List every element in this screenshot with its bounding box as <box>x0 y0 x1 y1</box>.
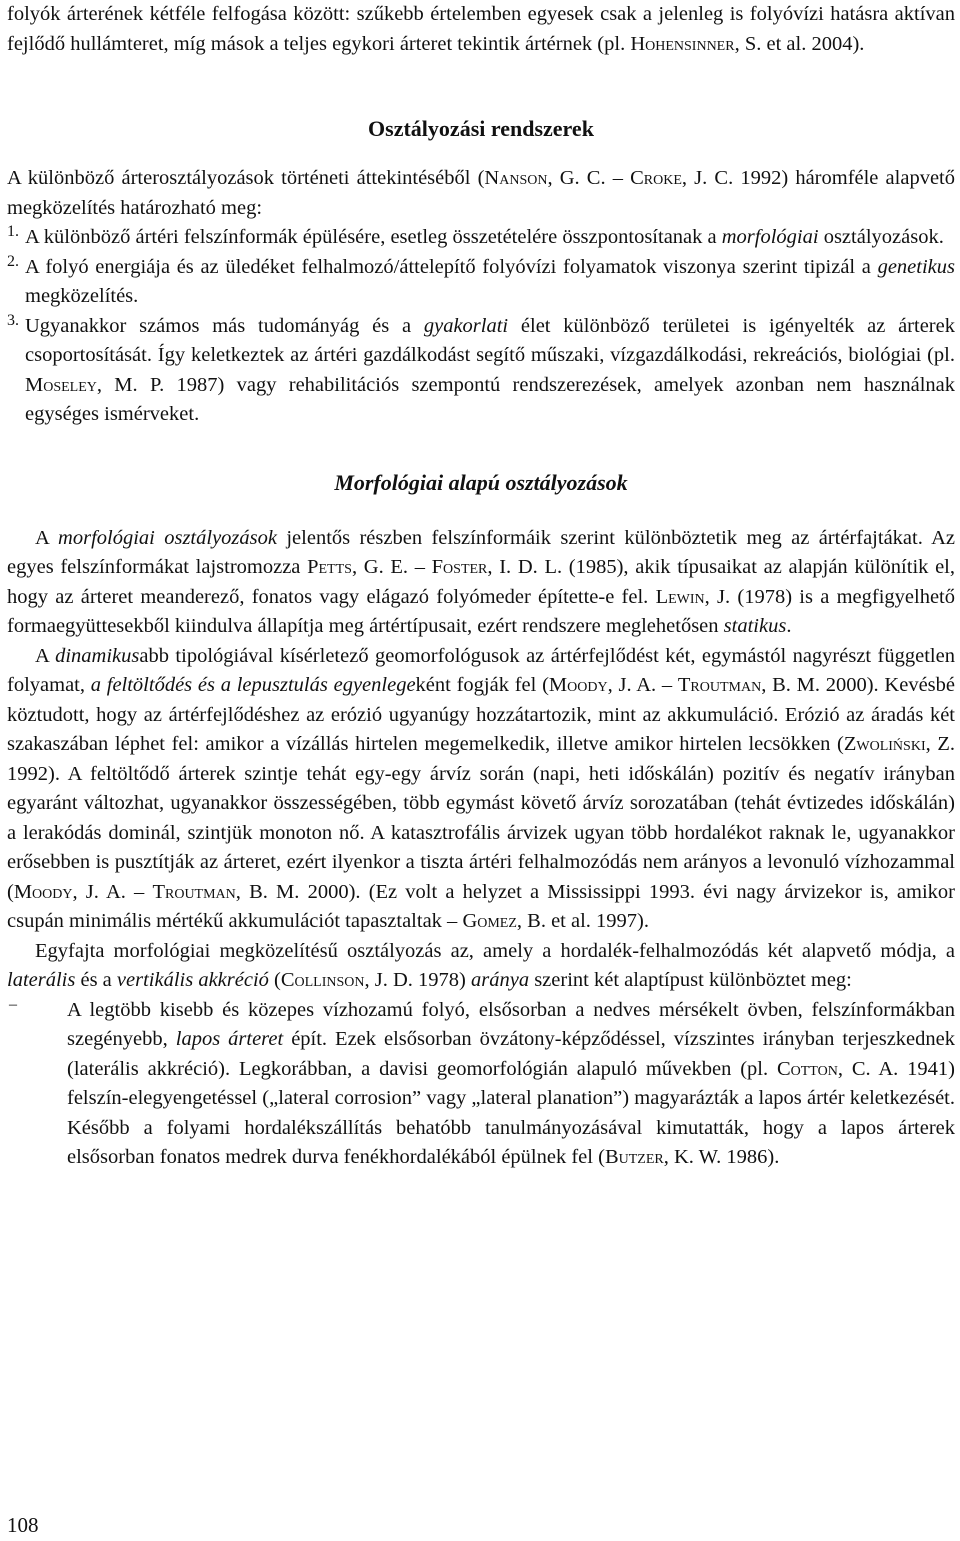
text-run: , B. M. 2000). Kevésbé köztudott, hogy az ártérfejlődéshez az erózió ugyanúgy hozzátartozik, mint az akkumuláció. Erózió az áradás két szakaszában léphet fel: amikor a vízállás hirtelen megemelkedik, illetve amikor hirtelen lecsökken ( <box>7 674 955 755</box>
text-run: , Z. 1992). A feltöltődő árterek szintje tehát egy-egy árvíz során (napi, heti időskálán) pozitív és negatív irányban egyaránt változhat, ugyanakkor összességében, több egymást követő árvíz sorozatában (tehát évtizedes időskálán) a lerakódás dominál, szintjük monoton nő. A katasztrofális árvizek ugyan több hordalékot raknak le, ugyanakkor erősebben is pusztítják az árteret, ezért ilyenkor a tiszta ártéri felhalmozódás nem arányos a levonuló vízhozammal ( <box>7 733 955 903</box>
text-run: és a <box>75 969 117 991</box>
text-run: A <box>35 644 56 667</box>
text-run: Ugyanakkor számos más tudományág és a <box>25 314 424 337</box>
author-name: Zwoliński <box>843 733 926 755</box>
text-run: , G. C. – <box>547 167 631 189</box>
list-number: 3. <box>7 311 19 329</box>
text-run: , S. et al. 2004). <box>734 32 865 55</box>
section-heading: Osztályozási rendszerek <box>368 116 594 141</box>
emphasis: statikus <box>723 615 787 637</box>
text-run: A különböző ártéri felszínformák épülésére, esetleg összetételére összpontosítanak a <box>25 226 722 248</box>
emphasis: morfológiai <box>721 226 819 248</box>
page-number: 108 <box>7 1513 39 1537</box>
text-run: ( <box>268 969 281 991</box>
emphasis: dinamikus <box>55 644 140 667</box>
paragraph <box>7 642 955 937</box>
author-name: Moody <box>548 674 608 696</box>
emphasis: laterális <box>7 969 76 991</box>
author-name: Petts <box>307 556 352 578</box>
author-name: Moseley <box>25 373 97 396</box>
text-run: épít. Ezek elsősorban övzátony-képződéssel, vízszintes irányban terjeszkednek (laterális akkréció). Legkorábban, a davisi geomorfológián alapuló művekben (pl. <box>67 1028 956 1080</box>
text-run: , J. A. – <box>72 880 153 903</box>
text-run: . <box>786 615 792 637</box>
author-name: Butzer <box>604 1146 664 1168</box>
text-run: ként fogják fel ( <box>415 674 549 696</box>
emphasis: gyakorlati <box>423 314 509 337</box>
text-run: élet különböző területei is igényelték az árterek csoportosítását. Így keletkeztek az ártéri gazdálkodást segítő műszaki, vízgazdálkodási, rekreációs, biológiai (pl. <box>25 314 955 366</box>
paragraph <box>7 524 955 642</box>
author-name: Cotton <box>776 1057 838 1080</box>
numbered-list-item <box>7 253 955 312</box>
text-run: megközelítés. <box>25 285 139 307</box>
text-run: szerint két alaptípust különböztet meg: <box>529 969 852 991</box>
text-run: , J. (1978) is a megfigyelhető formaegyüttesekből kiindulva állapítja meg ártértípusait, ezért rendszere meglehetősen <box>7 585 956 637</box>
author-name: Croke <box>630 167 682 189</box>
emphasis: vertikális akkréció <box>116 969 269 991</box>
list-item-text <box>25 223 955 253</box>
emphasis: aránya <box>471 969 530 991</box>
text-run: A <box>35 526 59 549</box>
author-name: Nanson <box>484 167 548 189</box>
text-run: , J. D. 1978) <box>364 969 471 991</box>
author-name: Lewin <box>655 585 705 608</box>
text-run: folyók árterének kétféle felfogása között: szűkebb értelemben egyesek csak a jelenleg is folyóvízi hatásra aktívan fejlődő hullámteret, míg mások a teljes egykori árteret tekintik ártérnek (pl. <box>7 3 955 55</box>
numbered-list-item <box>7 223 955 253</box>
text-run: , I. D. L. (1985), akik típusaikat az alapján különítik el, hogy az árteret meanderező, fonatos vagy elágazó folyómeder építette-e fel. <box>7 556 955 608</box>
author-name: Moody <box>13 880 73 903</box>
section-intro-paragraph <box>7 164 955 223</box>
paragraph <box>7 937 955 996</box>
text-run: abb tipológiával kísérletező geomorfológusok az ártérfejlődést két, egymástól nagyrészt független folyamat, <box>7 644 955 696</box>
text-run: jelentős részben felszínformáik szerint különböztetik meg az ártérfajtákat. Az egyes felszínformákat lajstromozza <box>7 526 955 578</box>
text-run: A folyó energiája és az üledéket felhalmozó/áttelepítő folyóvízi folyamatok viszonya szerint tipizál a <box>25 255 878 278</box>
text-run: A legtöbb kisebb és közepes vízhozamú folyó, elsősorban a nedves mérsékelt övben, felszínformákban szegényebb, <box>67 998 955 1050</box>
list-item-text <box>25 253 955 312</box>
text-run: A különböző árterosztályozások történeti áttekintéséből ( <box>7 167 485 189</box>
intro-paragraph <box>7 0 955 59</box>
emphasis: lapos árteret <box>175 1028 284 1050</box>
text-run: osztályozások. <box>818 226 944 248</box>
subsection-heading: Morfológiai alapú osztályozások <box>334 469 628 495</box>
list-item-text <box>67 996 955 1173</box>
text-run: , C. A. 1941) felszín-elegyengetéssel („lateral corrosion” vagy „lateral planation”) magyarázták a lapos ártér keletkezését. Később a folyami hordalékszállítás behatóbb tanulmányozásával kimutatták, hogy a lapos árterek elsősorban fonatos medrek durva fenékhordalékából épülnek fel ( <box>67 1057 955 1168</box>
text-run: , G. E. – <box>351 556 432 578</box>
author-name: Foster <box>431 556 488 578</box>
text-run: , B. et al. 1997). <box>516 910 649 932</box>
list-item-text <box>25 312 955 430</box>
dash-list-item <box>7 996 955 1173</box>
list-number: 2. <box>7 252 19 270</box>
text-run: , J. A. – <box>607 674 678 696</box>
author-name: Troutman <box>152 880 236 903</box>
emphasis: a feltöltődés és a lepusztulás egyenlege <box>90 674 416 696</box>
text-run: Egyfajta morfológiai megközelítésű osztályozás az, amely a hordalék-felhalmozódás két alapvető módja, a <box>35 939 955 962</box>
text-run: , M. P. 1987) vagy rehabilitációs szempontú rendszerezések, amelyek azonban nem használnak egységes ismérveket. <box>25 373 955 425</box>
list-dash: – <box>9 995 17 1013</box>
emphasis: genetikus <box>877 255 955 278</box>
text-run: , B. M. 2000). (Ez volt a helyzet a Mississippi 1993. évi nagy árvizekor is, amikor csupán minimális mértékű akkumulációt tapasztaltak – <box>7 880 955 932</box>
numbered-list-item <box>7 312 955 430</box>
text-run: , J. C. 1992) háromféle alapvető megközelítés határozható meg: <box>7 167 955 219</box>
text-run: , K. W. 1986). <box>663 1146 780 1168</box>
emphasis: morfológiai osztályozások <box>58 526 277 549</box>
author-name: Troutman <box>677 674 762 696</box>
page-content <box>7 0 955 1173</box>
author-name: Collinson <box>280 969 365 991</box>
author-name: Gomez <box>462 910 517 932</box>
author-name: Hohensinner <box>630 32 735 55</box>
list-number: 1. <box>7 223 19 240</box>
